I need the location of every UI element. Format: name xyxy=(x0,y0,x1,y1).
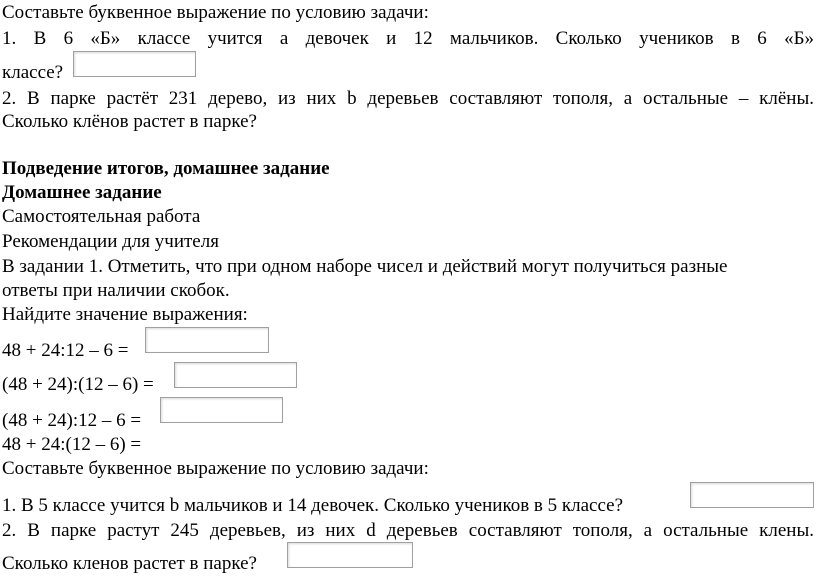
expression-3: (48 + 24):12 – 6 = xyxy=(2,410,142,431)
teacher-note-line-1: В задании 1. Отметить, что при одном наборе чисел и действий могут получиться разные xyxy=(2,256,728,277)
task-intro-1: Составьте буквенное выражение по условию задачи: xyxy=(2,2,429,23)
find-value-prompt: Найдите значение выражения: xyxy=(2,304,248,325)
expression-1-answer-field[interactable] xyxy=(145,327,269,353)
answer-field-1[interactable] xyxy=(73,51,196,77)
task-3: 1. В 5 классе учится b мальчиков и 14 девочек. Сколько учеников в 5 классе? xyxy=(2,495,624,516)
expression-2: (48 + 24):(12 – 6) = xyxy=(2,374,154,395)
task-2-line-1: 2. В парке растёт 231 дерево, из них b деревьев составляют тополя, а остальные – клёны. xyxy=(2,88,814,109)
expression-1: 48 + 24:12 – 6 = xyxy=(2,340,129,361)
answer-field-3[interactable] xyxy=(690,482,814,508)
task-intro-2: Составьте буквенное выражение по условию задачи: xyxy=(2,458,429,479)
expression-4: 48 + 24:(12 – 6) = xyxy=(2,434,142,455)
task-1-line-1: 1. В 6 «Б» классе учится a девочек и 12 мальчиков. Сколько учеников в 6 «Б» xyxy=(2,28,814,49)
answer-field-4[interactable] xyxy=(287,542,413,568)
task-1-line-2: классе? xyxy=(2,62,64,83)
teacher-note-line-2: ответы при наличии скобок. xyxy=(2,280,230,301)
task-2-line-2: Сколько клёнов растет в парке? xyxy=(2,111,257,132)
task-4-line-1: 2. В парке растут 245 деревьев, из них d деревьев составляют тополя, а остальные клены. xyxy=(2,520,814,541)
heading-teacher-recommendations: Рекомендации для учителя xyxy=(2,231,219,252)
task-4-line-2: Сколько кленов растет в парке? xyxy=(2,553,257,574)
heading-homework: Домашнее задание xyxy=(2,182,162,203)
heading-independent-work: Самостоятельная работа xyxy=(2,206,201,227)
heading-summary: Подведение итогов, домашнее задание xyxy=(2,158,330,179)
expression-3-answer-field[interactable] xyxy=(160,397,283,423)
expression-2-answer-field[interactable] xyxy=(174,362,297,388)
